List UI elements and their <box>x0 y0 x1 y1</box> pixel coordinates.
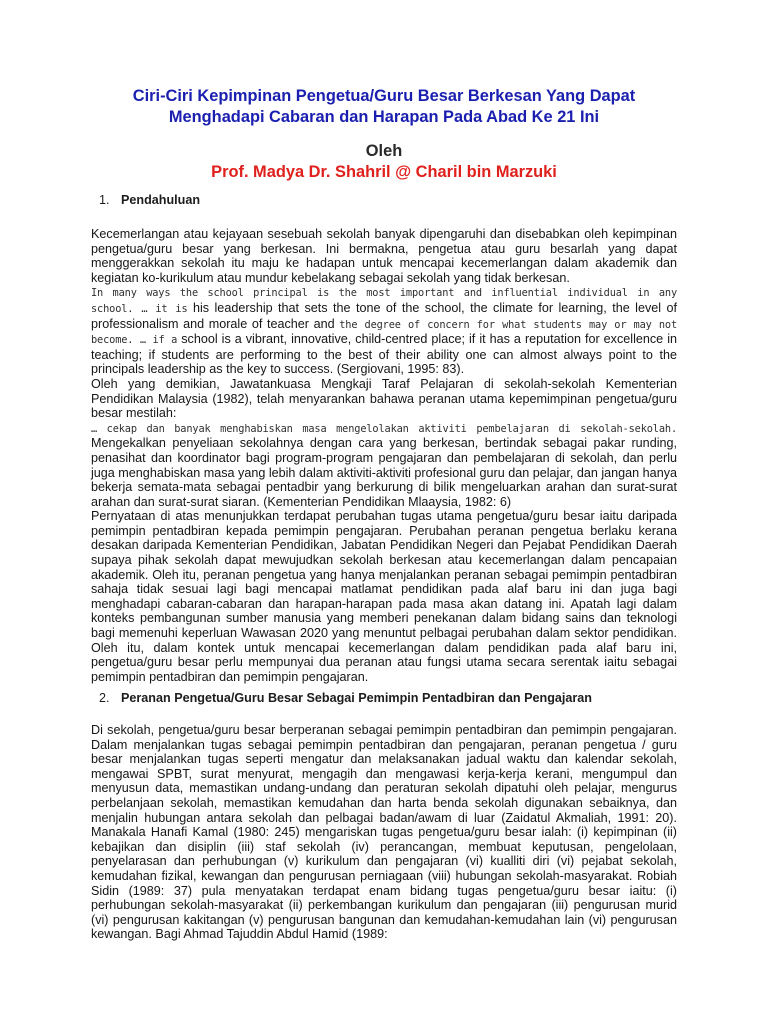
english-quote <box>91 285 677 377</box>
section-2-body <box>91 723 677 942</box>
section-heading-1 <box>99 193 200 207</box>
paragraph: Kecemerlangan atau kejayaan sesebuah sekolah banyak dipengaruhi dan disebabkan oleh kepimpinan pengetua/guru besar yang berkesan. Ini bermakna, pengetua atau guru besarlah yang dapat menggerakkan sekolah itu maju ke hadapan untuk mencapai kecemerlangan dalam akademik dan kegiatan ko-kurikulum atau mundur kebelakang sebagai sekolah yang tidak berkesan. <box>91 227 677 285</box>
quote-text-2: school is a vibrant, innovative, child-centred place; if it has a reputation for excellence in teaching; if students are performing to the best of their ability one can almost always point to the principals leadership as the key to success. (Sergiovani, 1995: 83). <box>91 332 677 377</box>
title-line-2: Menghadapi Cabaran dan Harapan Pada Abad Ke 21 Ini <box>168 108 600 126</box>
section-number-2: 2. <box>99 691 110 705</box>
quote-mono-2: the degree of concern for what students may or may not become. … if a <box>91 318 678 347</box>
author-name: Prof. Madya Dr. Shahril @ Charil bin Marzuki <box>211 163 557 181</box>
quote-text-1: his leadership that sets the tone of the school, the climate for learning, the level of professionalism and morale of teacher and <box>91 300 678 331</box>
byline-oleh: Oleh <box>365 142 403 160</box>
byline <box>91 141 677 183</box>
section-number-1: 1. <box>99 193 110 207</box>
quote-mono-3: … cekap dan banyak menghabiskan masa mengelolakan aktiviti pembelajaran di sekolah-sekolah. <box>91 422 677 435</box>
paragraph: Oleh yang demikian, Jawatankuasa Mengkaji Taraf Pelajaran di sekolah-sekolah Kementerian Pendidikan Malaysia (1982), telah menyarankan bahawa peranan utama kepemimpinan pengetua/guru besar mestilah: <box>91 376 677 421</box>
section-heading-2 <box>99 691 592 705</box>
paragraph: Di sekolah, pengetua/guru besar berperanan sebagai pemimpin pentadbiran dan pemimpin pengajaran. Dalam menjalankan tugas sebagai pemimpin pentadbiran dan pengajaran, peranan pengetua / guru besar menjalankan tugas seperti mengatur dan melaksanakan jadual waktu dan kalendar sekolah, mengawai SPBT, surat menyurat, mengagih dan mengawasi kerja-kerja kerani, mengumpul dan menyusun data, memastikan undang-undang dan peraturan sekolah dipatuhi oleh pelajar, mengurus perbelanjaan sekolah, memastikan kemudahan dan harta benda sekolah digunakan sebaiknya, dan menjalin hubungan antara sekolah dan pelbagai badan/awam di luar (Zaidatul Akmaliah, 1991: 20). Manakala Hanafi Kamal (1980: 245) mengariskan tugas pengetua/guru besar ialah: (i) kepimpinan (ii) kebajikan dan disiplin (iii) staf sekolah (iv) perancangan, membuat keputusan, pengelolaan, penyelarasan dan perhubungan (v) kurikulum dan pengajaran (vi) kualliti diri (vi) pejabat sekolah, kemudahan fizikal, kewangan dan pengurusan perniagaan (viii) hubungan sekolah-masyarakat. Robiah Sidin (1989: 37) pula menyatakan terdapat enam bidang tugas pengetua/guru besar iaitu: (i) perhubungan sekolah-masyarakat (ii) perkembangan kurikulum dan pengajaran (iii) pengurusan murid (vi) pengurusan kakitangan (v) pengurusan bangunan dan kemudahan-kemudahan lain (vi) pengurusan kewangan. Bagi Ahmad Tajuddin Abdul Hamid (1989: <box>91 723 677 942</box>
malay-quote <box>91 421 677 510</box>
section-title-2: Peranan Pengetua/Guru Besar Sebagai Pemimpin Pentadbiran dan Pengajaran <box>121 691 593 705</box>
quote-text-3: Mengekalkan penyeliaan sekolahnya dengan cara yang berkesan, bertindak sebagai pakar runding, penasihat dan koordinator bagi program-program pengajaran dan pembelajaran di sekolah, dan perlu juga menghabiskan masa yang lebih dalam aktiviti-aktiviti profesional guru dan pelajar, dan jangan hanya bekerja semata-mata sebagai pentadbir yang berkurung di bilik mengeluarkan arahan dan surat-surat arahan dan surat-surat siaran. (Kementerian Pendidikan Mlaaysia, 1982: 6) <box>91 436 677 509</box>
paragraph: Pernyataan di atas menunjukkan terdapat perubahan tugas utama pengetua/guru besar iaitu daripada pemimpin pentadbiran kepada pemimpin pengajaran. Perubahan peranan pengetua berlaku kerana desakan daripada Kementerian Pendidikan, Jabatan Pendidikan Negeri dan Pejabat Pendidikan Daerah supaya pihak sekolah dapat mewujudkan sekolah berkesan atau kecemerlangan dalam pencapaian akademik. Oleh itu, peranan pengetua yang hanya menjalankan peranan sebagai pemimpin pentadbiran sahaja tidak sesuai lagi bagi mencapai matlamat pendidikan pada alaf baru ini dan juga bagi menghadapi cabaran-cabaran dan harapan-harapan pada masa akan datang ini. Apatah lagi dalam konteks pembangunan sumber manusia yang memberi penekanan dalam bidang sains dan teknologi bagi memenuhi keperluan Wawasan 2020 yang menuntut pelbagai perubahan dalam sektor pendidikan. Oleh itu, dalam kontek untuk mencapai kecemerlangan dalam pendidikan pada alaf baru ini, pengetua/guru besar perlu mempunyai dua peranan atau fungsi utama secara serentak iaitu sebagai pemimpin pentadbiran dan pemimpin pengajaran. <box>91 509 677 684</box>
quote-mono-1: In many ways the school principal is the most important and influential individual in any school. … it is <box>91 287 677 315</box>
section-1-body <box>91 227 677 684</box>
document-title <box>91 86 677 128</box>
section-title-1: Pendahuluan <box>121 193 201 207</box>
title-line-1: Ciri-Ciri Kepimpinan Pengetua/Guru Besar Berkesan Yang Dapat <box>132 87 636 105</box>
